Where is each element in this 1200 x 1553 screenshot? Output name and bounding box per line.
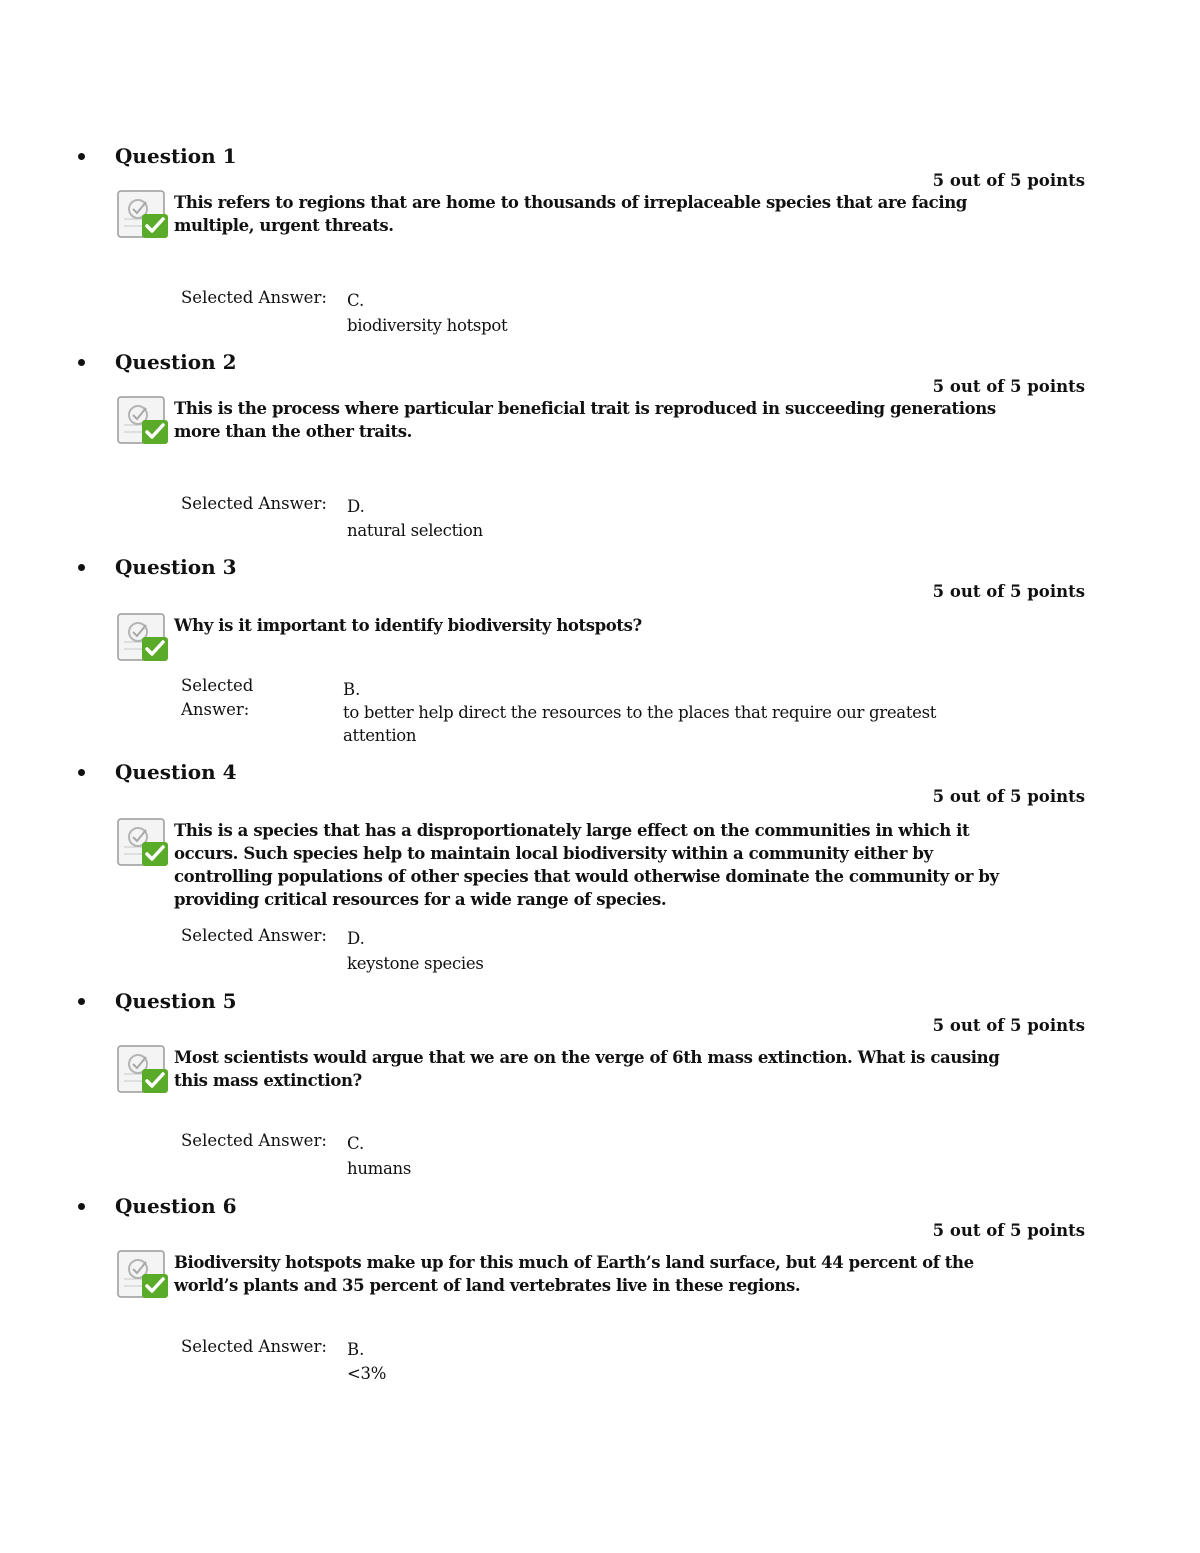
- question-title: Question 6: [115, 1194, 237, 1218]
- bullet: [78, 153, 85, 160]
- question-title: Question 3: [115, 555, 237, 579]
- selected-answer-label: Selected Answer:: [181, 1131, 327, 1150]
- selected-answer-label: Selected Answer:: [181, 926, 327, 945]
- correct-check-icon: [116, 1249, 170, 1303]
- correct-check-icon: [116, 612, 170, 666]
- answer-letter: D.: [347, 929, 365, 948]
- question-text: Biodiversity hotspots make up for this much of Earth’s land surface, but 44 percent of the world’s plants and 35 percent of land vertebrates live in these regions.: [174, 1253, 974, 1295]
- bullet: [78, 769, 85, 776]
- answer-letter: B.: [347, 1340, 365, 1359]
- question-points: 5 out of 5 points: [932, 377, 1085, 396]
- question-text: This refers to regions that are home to thousands of irreplaceable species that are facing multiple, urgent threats.: [174, 193, 967, 235]
- bullet: [78, 359, 85, 366]
- selected-answer-label: Selected Answer:: [181, 288, 327, 307]
- question-title: Question 4: [115, 760, 237, 784]
- bullet: [78, 998, 85, 1005]
- answer-text: biodiversity hotspot: [347, 316, 508, 335]
- question-text: This is the process where particular beneficial trait is reproduced in succeeding generations more than the other traits.: [174, 399, 996, 441]
- selected-answer-label: Selected Answer:: [181, 1337, 327, 1356]
- question-points: 5 out of 5 points: [932, 582, 1085, 601]
- answer-letter: B.: [343, 680, 361, 699]
- answer-text: keystone species: [347, 954, 484, 973]
- answer-text: natural selection: [347, 521, 483, 540]
- correct-check-icon: [116, 1044, 170, 1098]
- question-points: 5 out of 5 points: [932, 1221, 1085, 1240]
- question-title: Question 1: [115, 144, 237, 168]
- question-title: Question 5: [115, 989, 237, 1013]
- selected-answer-label: Selected Answer:: [181, 494, 327, 513]
- correct-check-icon: [116, 189, 170, 243]
- correct-check-icon: [116, 817, 170, 871]
- selected-answer-label: Selected Answer:: [181, 676, 254, 719]
- answer-letter: C.: [347, 1134, 365, 1153]
- answer-letter: C.: [347, 291, 365, 310]
- bullet: [78, 1203, 85, 1210]
- correct-check-icon: [116, 395, 170, 449]
- question-text: Most scientists would argue that we are on the verge of 6th mass extinction. What is causing this mass extinction?: [174, 1048, 1000, 1090]
- question-title: Question 2: [115, 350, 237, 374]
- answer-letter: D.: [347, 497, 365, 516]
- answer-text: humans: [347, 1159, 412, 1178]
- question-points: 5 out of 5 points: [932, 171, 1085, 190]
- question-points: 5 out of 5 points: [932, 1016, 1085, 1035]
- bullet: [78, 564, 85, 571]
- question-text: Why is it important to identify biodiversity hotspots?: [174, 616, 642, 635]
- answer-text: <3%: [347, 1364, 387, 1383]
- question-points: 5 out of 5 points: [932, 787, 1085, 806]
- question-text: This is a species that has a disproportionately large effect on the communities in which it occurs. Such species help to maintain local biodiversity within a community either by controlling populations of other species that would otherwise dominate the community or by providing critical resources for a wide range of species.: [174, 821, 999, 909]
- answer-text: to better help direct the resources to the places that require our greatest attention: [343, 703, 937, 745]
